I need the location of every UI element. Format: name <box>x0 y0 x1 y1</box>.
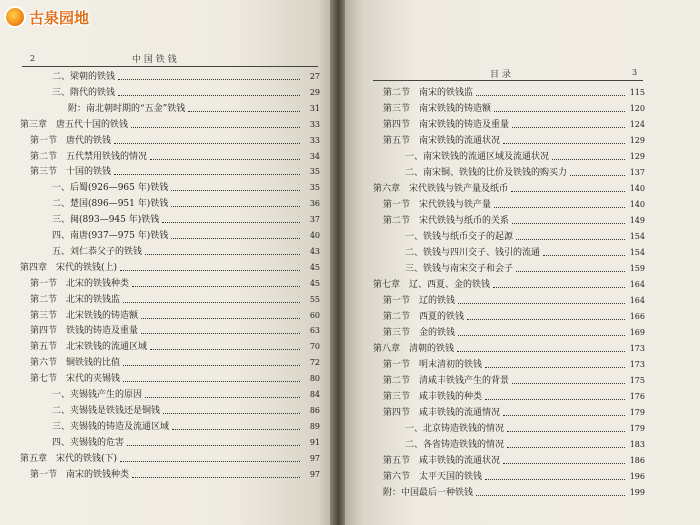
toc-leader-dots <box>132 468 300 478</box>
toc-leader-dots <box>552 150 625 160</box>
toc-entry-label: 第五章 宋代的铁钱(下) <box>20 453 118 464</box>
toc-entry-page: 86 <box>309 405 320 415</box>
toc-entry-label: 第二节 宋代铁钱与纸币的关系 <box>383 216 510 226</box>
toc-entry-label: 二、楚国(896—951 年)铁钱 <box>52 199 169 210</box>
toc-entry <box>20 229 320 243</box>
toc-leader-dots <box>458 326 625 336</box>
watermark-logo <box>4 4 89 30</box>
right-page-number: 3 <box>632 68 638 77</box>
toc-entry-label: 第五节 南宋铁钱的流通状况 <box>383 136 501 146</box>
toc-entry-label: 第二节 五代禁用铁钱的情况 <box>30 151 148 162</box>
toc-leader-dots <box>114 134 300 144</box>
toc-leader-dots <box>493 278 625 288</box>
toc-entry-page: 129 <box>629 152 645 161</box>
toc-entry-label: 第一节 南宋的铁钱种类 <box>30 469 130 480</box>
toc-entry-page: 45 <box>309 262 320 272</box>
toc-leader-dots <box>163 404 300 414</box>
toc-entry-label: 一、后蜀(926—965 年)铁钱 <box>52 183 169 194</box>
toc-entry <box>373 406 645 420</box>
toc-entry-label: 第六节 太平天国的铁钱 <box>383 472 483 482</box>
toc-entry-page: 137 <box>629 168 645 177</box>
toc-entry-label: 第三节 金的铁钱 <box>383 328 456 338</box>
toc-entry <box>373 118 645 132</box>
toc-entry-label: 二、铁钱与四川交子、钱引的流通 <box>405 248 541 258</box>
toc-leader-dots <box>543 246 625 256</box>
toc-leader-dots <box>188 102 300 112</box>
toc-entry-page: 43 <box>309 246 320 256</box>
toc-entry <box>373 326 645 340</box>
toc-leader-dots <box>123 372 300 382</box>
toc-entry <box>373 454 645 468</box>
toc-entry-page: 186 <box>629 456 645 465</box>
toc-entry-page: 154 <box>629 232 645 241</box>
toc-entry-label: 二、南宋铜、铁钱的比价及铁钱的购买力 <box>405 168 568 178</box>
toc-entry-label: 第七章 辽、西夏、金的铁钱 <box>373 280 491 290</box>
toc-entry-label: 二、夹锡钱是铁钱还是铜钱 <box>52 405 161 416</box>
toc-leader-dots <box>150 340 300 350</box>
toc-entry-label: 三、夹锡钱的铸造及流通区域 <box>52 421 170 432</box>
toc-entry-label: 第二节 西夏的铁钱 <box>383 312 465 322</box>
toc-leader-dots <box>494 102 625 112</box>
right-page <box>345 0 700 525</box>
left-page <box>0 0 332 525</box>
toc-leader-dots <box>485 358 625 368</box>
toc-leader-dots <box>512 374 625 384</box>
toc-entry-page: 124 <box>629 120 645 129</box>
toc-leader-dots <box>118 70 300 80</box>
toc-entry-page: 175 <box>629 376 645 385</box>
toc-entry-label: 第六节 铜铁钱的比值 <box>30 358 121 369</box>
toc-entry-label: 二、梁朝的铁钱 <box>52 72 116 82</box>
toc-entry-page: 173 <box>629 360 645 369</box>
toc-entry <box>373 342 645 356</box>
toc-entry-page: 183 <box>629 440 645 449</box>
toc-entry <box>373 246 645 260</box>
toc-leader-dots <box>476 86 625 96</box>
toc-leader-dots <box>145 245 300 255</box>
toc-entry-label: 第四节 南宋铁钱的铸造及重量 <box>383 120 510 130</box>
toc-entry <box>373 214 645 228</box>
toc-entry-page: 70 <box>309 342 320 352</box>
toc-leader-dots <box>503 134 625 144</box>
toc-entry-label: 第四章 宋代的铁钱(上) <box>20 262 118 273</box>
toc-leader-dots <box>114 165 300 175</box>
toc-entry <box>373 278 645 292</box>
toc-entry-page: 149 <box>629 216 645 225</box>
toc-entry <box>20 277 320 291</box>
toc-leader-dots <box>132 277 300 287</box>
toc-entry-label: 一、夹锡钱产生的原因 <box>52 390 143 400</box>
toc-entry-page: 199 <box>629 488 645 497</box>
toc-entry-page: 27 <box>309 72 320 81</box>
toc-entry-page: 179 <box>629 424 645 433</box>
toc-leader-dots <box>123 356 300 366</box>
toc-entry-label: 第七节 宋代的夹锡钱 <box>30 374 121 385</box>
toc-entry-label: 附：南北朝时期的“五金”铁钱 <box>68 103 186 114</box>
toc-entry-label: 四、南唐(937—975 年)铁钱 <box>52 231 169 241</box>
toc-entry-page: 140 <box>629 200 645 209</box>
toc-leader-dots <box>467 310 625 320</box>
toc-leader-dots <box>570 166 625 176</box>
toc-entry-label: 第一节 北宋的铁钱种类 <box>30 278 130 289</box>
toc-entry-label: 二、各省铸造铁钱的情况 <box>405 440 505 450</box>
toc-leader-dots <box>503 406 625 416</box>
toc-entry-page: 36 <box>309 199 320 209</box>
toc-entry <box>373 86 645 100</box>
toc-leader-dots <box>141 309 300 319</box>
toc-entry <box>373 198 645 212</box>
toc-entry-page: 166 <box>629 312 645 321</box>
right-header-rule <box>373 80 643 81</box>
toc-entry-page: 129 <box>629 136 645 145</box>
toc-entry-page: 63 <box>309 326 320 336</box>
toc-entry-page: 89 <box>309 421 320 431</box>
toc-entry-label: 第一节 唐代的铁钱 <box>30 135 112 146</box>
toc-leader-dots <box>507 422 625 432</box>
toc-entry-page: 120 <box>629 104 645 113</box>
toc-entry <box>373 150 645 164</box>
toc-entry-label: 第六章 宋代铁钱与铁产量及纸币 <box>373 184 509 194</box>
toc-entry-page: 159 <box>629 264 645 273</box>
toc-entry-label: 第二节 北宋的铁钱监 <box>30 294 121 305</box>
toc-entry-page: 45 <box>309 278 320 288</box>
toc-entry-label: 三、铁钱与南宋交子和会子 <box>405 264 514 274</box>
toc-entry-page: 29 <box>309 87 320 97</box>
toc-entry-page: 72 <box>309 358 320 368</box>
toc-entry <box>20 388 320 402</box>
toc-entry <box>373 390 645 404</box>
watermark-text: 古泉园地 <box>29 8 90 27</box>
toc-entry <box>20 293 320 307</box>
toc-entry-label: 第三节 咸丰铁钱的种类 <box>383 392 483 402</box>
toc-entry <box>20 404 320 418</box>
toc-entry <box>373 422 645 436</box>
toc-entry-label: 五、刘仁恭父子的铁钱 <box>52 246 143 257</box>
toc-entry-page: 37 <box>309 215 320 225</box>
left-page-number: 2 <box>30 54 36 63</box>
toc-entry <box>373 374 645 388</box>
toc-leader-dots <box>172 420 300 430</box>
toc-entry <box>20 452 320 466</box>
toc-leader-dots <box>512 214 625 224</box>
toc-entry-page: 97 <box>309 453 320 463</box>
toc-leader-dots <box>457 342 625 352</box>
toc-leader-dots <box>516 262 625 272</box>
toc-entry-page: 176 <box>629 392 645 401</box>
toc-entry-label: 四、夹锡钱的危害 <box>52 437 125 448</box>
toc-leader-dots <box>511 182 625 192</box>
coin-logo-icon <box>4 6 26 28</box>
toc-leader-dots <box>118 86 300 96</box>
toc-leader-dots <box>458 294 625 304</box>
left-header-rule <box>22 66 318 67</box>
toc-entry <box>373 470 645 484</box>
toc-entry-page: 33 <box>309 135 320 145</box>
toc-leader-dots <box>512 118 625 128</box>
toc-entry-label: 第八章 清朝的铁钱 <box>373 344 455 354</box>
toc-entry <box>20 372 320 386</box>
toc-entry-label: 第三节 北宋铁钱的铸造额 <box>30 310 139 321</box>
toc-entry <box>20 261 320 275</box>
toc-leader-dots <box>123 293 300 303</box>
toc-leader-dots <box>131 118 300 128</box>
toc-leader-dots <box>485 390 625 400</box>
toc-entry <box>373 358 645 372</box>
toc-leader-dots <box>476 486 625 496</box>
toc-entry-label: 三、隋代的铁钱 <box>52 87 116 98</box>
toc-entry <box>20 324 320 338</box>
toc-entry-label: 第五节 咸丰铁钱的流通状况 <box>383 456 501 466</box>
left-running-title: 中 国 铁 钱 <box>132 55 177 65</box>
toc-entry <box>20 356 320 370</box>
toc-entry-page: 34 <box>309 151 320 161</box>
toc-entry <box>373 102 645 116</box>
toc-leader-dots <box>507 438 625 448</box>
toc-entry-page: 173 <box>629 344 645 353</box>
toc-entry-label: 第三节 南宋铁钱的铸造额 <box>383 104 492 114</box>
toc-entry <box>373 182 645 196</box>
toc-leader-dots <box>516 230 625 240</box>
toc-entry-page: 164 <box>629 280 645 289</box>
toc-entry-label: 一、北京铸造铁钱的情况 <box>405 424 505 434</box>
toc-entry <box>20 420 320 434</box>
toc-entry-page: 115 <box>629 88 645 97</box>
toc-entry-page: 35 <box>309 167 320 177</box>
toc-entry-label: 第五节 北宋铁钱的流通区域 <box>30 342 148 353</box>
toc-entry <box>20 213 320 227</box>
toc-entry-label: 附：中国最后一种铁钱 <box>383 488 474 498</box>
toc-leader-dots <box>162 213 300 223</box>
toc-entry-page: 154 <box>629 248 645 257</box>
toc-entry-page: 35 <box>309 183 320 193</box>
toc-entry-label: 第四节 咸丰铁钱的流通情况 <box>383 408 501 418</box>
toc-leader-dots <box>171 181 300 191</box>
toc-entry-page: 169 <box>629 328 645 337</box>
toc-entry <box>20 340 320 354</box>
toc-entry-label: 第三章 唐五代十国的铁钱 <box>20 119 129 130</box>
toc-leader-dots <box>150 150 300 160</box>
toc-leader-dots <box>120 261 300 271</box>
toc-entry <box>20 436 320 450</box>
toc-entry-label: 一、铁钱与纸币交子的起源 <box>405 232 514 242</box>
toc-entry <box>373 134 645 148</box>
toc-leader-dots <box>171 229 300 239</box>
toc-entry-label: 第一节 宋代铁钱与铁产量 <box>383 200 492 210</box>
toc-entry-label: 第一节 辽的铁钱 <box>383 296 456 306</box>
toc-leader-dots <box>494 198 625 208</box>
toc-entry-label: 第二节 清咸丰铁钱产生的背景 <box>383 376 510 386</box>
toc-entry <box>373 438 645 452</box>
toc-entry <box>20 468 320 482</box>
toc-entry <box>20 197 320 211</box>
toc-entry-page: 140 <box>629 184 645 193</box>
toc-leader-dots <box>141 324 300 334</box>
toc-entry <box>20 70 320 84</box>
toc-entry <box>373 230 645 244</box>
toc-entry-label: 第三节 十国的铁钱 <box>30 167 112 178</box>
toc-entry-page: 84 <box>309 390 320 399</box>
toc-entry <box>20 134 320 148</box>
toc-entry-page: 80 <box>309 374 320 384</box>
toc-leader-dots <box>127 436 300 446</box>
toc-entry-page: 97 <box>309 469 320 479</box>
right-running-title: 目 录 <box>490 70 511 80</box>
toc-entry-page: 40 <box>309 231 320 240</box>
toc-entry-page: 91 <box>309 437 320 447</box>
toc-leader-dots <box>503 454 625 464</box>
toc-entry <box>20 309 320 323</box>
toc-entry <box>20 181 320 195</box>
toc-entry <box>20 150 320 164</box>
toc-entry-page: 196 <box>629 472 645 481</box>
toc-entry <box>20 165 320 179</box>
toc-entry <box>373 486 645 500</box>
toc-entry <box>20 102 320 116</box>
toc-entry <box>373 294 645 308</box>
toc-entry <box>373 310 645 324</box>
toc-entry-label: 一、南宋铁钱的流通区域及流通状况 <box>405 152 550 162</box>
toc-entry-page: 60 <box>309 310 320 320</box>
toc-entry-label: 第一节 明末清初的铁钱 <box>383 360 483 370</box>
toc-entry-page: 179 <box>629 408 645 417</box>
toc-entry <box>20 118 320 132</box>
toc-leader-dots <box>171 197 300 207</box>
toc-entry-page: 33 <box>309 119 320 129</box>
toc-entry-label: 三、闽(893—945 年)铁钱 <box>52 215 160 226</box>
toc-entry-page: 164 <box>629 296 645 305</box>
toc-leader-dots <box>485 470 625 480</box>
toc-entry-label: 第四节 铁钱的铸造及重量 <box>30 326 139 337</box>
toc-leader-dots <box>120 452 300 462</box>
toc-entry-label: 第二节 南宋的铁钱监 <box>383 88 474 98</box>
toc-entry <box>20 245 320 259</box>
toc-entry <box>373 166 645 180</box>
toc-entry <box>20 86 320 100</box>
toc-entry-page: 31 <box>309 103 320 113</box>
toc-leader-dots <box>145 388 300 398</box>
toc-entry-page: 55 <box>309 294 320 304</box>
toc-entry <box>373 262 645 276</box>
